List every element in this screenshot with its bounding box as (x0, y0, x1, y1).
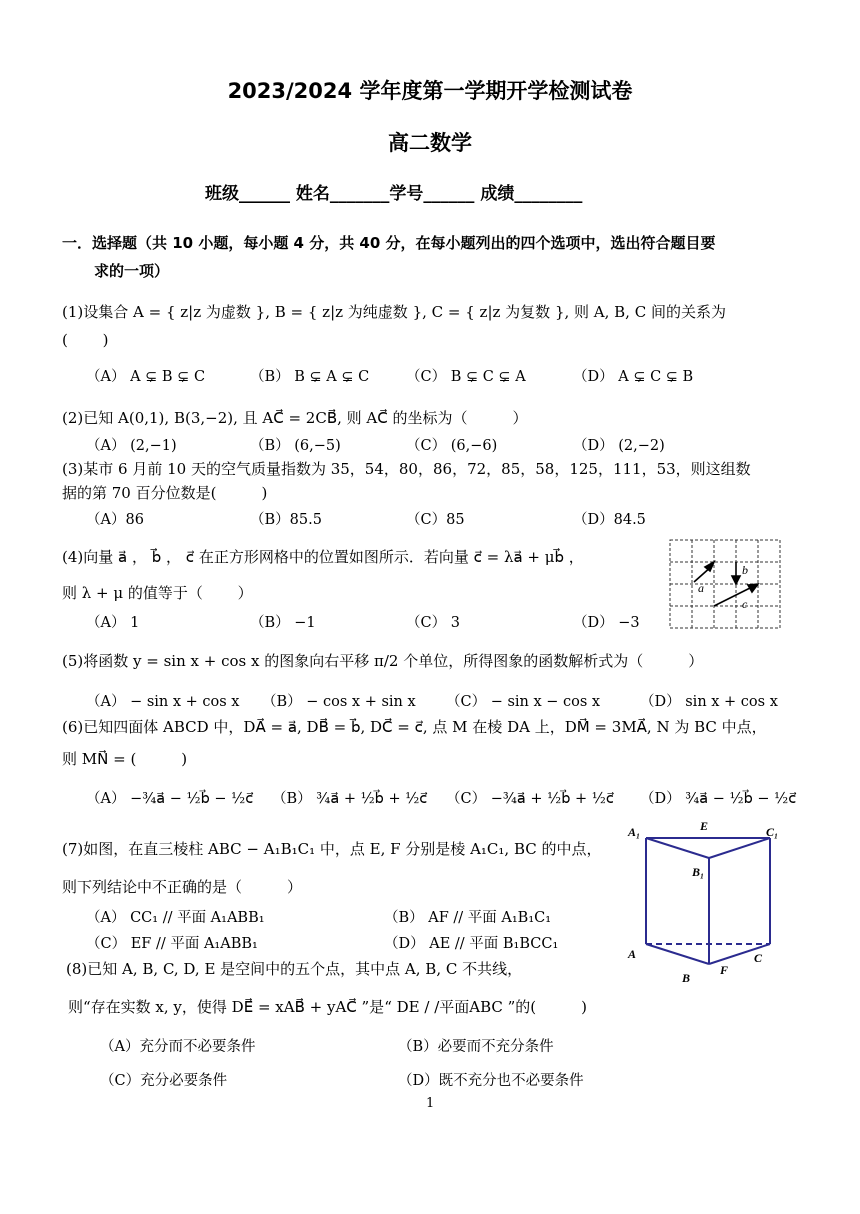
vertex-b-label: B (682, 971, 691, 985)
q3-option-d[interactable]: （D）84.5 (573, 512, 646, 528)
question-1-stem-cont: ( ) (62, 331, 109, 349)
vertex-c1-label: C₁ (766, 825, 779, 839)
q5-option-a[interactable]: （A） − sin x + cos x (86, 694, 240, 710)
q1-option-c[interactable]: （C） B ⊊ C ⊊ A (406, 369, 526, 385)
q4-option-a[interactable]: （A） 1 (86, 615, 140, 631)
q5-option-c[interactable]: （C） − sin x − cos x (446, 694, 601, 710)
question-8-stem-cont: 则“存在实数 x, y，使得 DE⃗ = xAB⃗ + yAC⃗ ”是“ DE / /平面ABC ”的( ) (68, 998, 587, 1016)
student-info-fields: 班级______ 姓名_______学号______ 成绩________ (205, 184, 583, 204)
section-heading-cont: 求的一项） (94, 262, 170, 280)
vertex-a-label: A (628, 947, 637, 961)
section-heading: 一．选择题（共 10 小题，每小题 4 分，共 40 分，在每小题列出的四个选项中，选出符合题目要 (62, 234, 716, 252)
question-4-stem: (4)向量 a⃗ ， b⃗ ， c⃗ 在正方形网格中的位置如图所示．若向量 c⃗ = λa⃗ + μb⃗ ， (62, 548, 584, 566)
q5-option-b[interactable]: （B） − cos x + sin x (262, 694, 416, 710)
vector-c-label: c (742, 597, 748, 611)
question-7-stem-cont: 则下列结论中不正确的是（ ） (62, 878, 303, 896)
question-1-stem: (1)设集合 A = { z|z 为虚数 }, B = { z|z 为纯虚数 }, C = { z|z 为复数 }, 则 A, B, C 间的关系为 (62, 303, 726, 321)
vertex-c-label: C (754, 951, 763, 965)
q7-option-b[interactable]: （B） AF // 平面 A₁B₁C₁ (384, 910, 552, 926)
question-3-stem: (3)某市 6 月前 10 天的空气质量指数为 35，54，80，86，72，85，58，125，111，53，则这组数 (62, 460, 751, 478)
vertex-b1-label: B₁ (692, 865, 705, 879)
subject-title: 高二数学 (388, 131, 472, 155)
q7-option-c[interactable]: （C） EF // 平面 A₁ABB₁ (86, 936, 258, 952)
prism-figure (624, 816, 784, 988)
q8-option-a[interactable]: （A）充分而不必要条件 (100, 1039, 256, 1055)
q2-option-a[interactable]: （A） (2,−1) (86, 438, 177, 454)
q2-option-c[interactable]: （C） (6,−6) (406, 438, 498, 454)
vertex-a1-label: A₁ (628, 825, 641, 839)
q8-option-c[interactable]: （C）充分必要条件 (100, 1073, 228, 1089)
q8-option-b[interactable]: （B）必要而不充分条件 (398, 1039, 554, 1055)
question-7-stem: (7)如图，在直三棱柱 ABC − A₁B₁C₁ 中，点 E, F 分别是棱 A₁C₁, BC 的中点， (62, 840, 602, 858)
question-6-stem-cont: 则 MN⃗ = ( ) (62, 750, 188, 768)
question-3-stem-cont: 据的第 70 百分位数是( ) (62, 484, 268, 502)
q3-option-a[interactable]: （A）86 (86, 512, 144, 528)
question-4-stem-cont: 则 λ + μ 的值等于（ ） (62, 584, 253, 602)
q8-option-d[interactable]: （D）既不充分也不必要条件 (398, 1073, 584, 1089)
q6-option-d[interactable]: （D） ¾a⃗ − ½b⃗ − ½c⃗ (640, 791, 797, 807)
q1-option-a[interactable]: （A） A ⊊ B ⊊ C (86, 369, 206, 385)
q6-option-b[interactable]: （B） ¾a⃗ + ½b⃗ + ½c⃗ (272, 791, 428, 807)
exam-title: 2023/2024 学年度第一学期开学检测试卷 (227, 79, 633, 103)
q3-option-b[interactable]: （B）85.5 (250, 512, 322, 528)
q7-option-d[interactable]: （D） AE // 平面 B₁BCC₁ (384, 936, 559, 952)
q6-option-c[interactable]: （C） −¾a⃗ + ½b⃗ + ½c⃗ (446, 791, 614, 807)
q2-option-b[interactable]: （B） (6,−5) (250, 438, 341, 454)
q7-option-a[interactable]: （A） CC₁ // 平面 A₁ABB₁ (86, 910, 265, 926)
q1-option-b[interactable]: （B） B ⊊ A ⊊ C (250, 369, 370, 385)
q2-option-d[interactable]: （D） (2,−2) (573, 438, 665, 454)
question-6-stem: (6)已知四面体 ABCD 中，DA⃗ = a⃗, DB⃗ = b⃗, DC⃗ = c⃗, 点 M 在棱 DA 上，DM⃗ = 3MA⃗, N 为 BC 中点， (62, 718, 767, 736)
point-e-label: E (700, 819, 709, 833)
vector-b-label: b (742, 563, 748, 577)
point-f-label: F (720, 963, 729, 977)
q4-option-d[interactable]: （D） −3 (573, 615, 640, 631)
page-number: 1 (426, 1096, 435, 1111)
q5-option-d[interactable]: （D） sin x + cos x (640, 694, 778, 710)
q4-option-c[interactable]: （C） 3 (406, 615, 460, 631)
q1-option-d[interactable]: （D） A ⊊ C ⊊ B (573, 369, 694, 385)
q3-option-c[interactable]: （C）85 (406, 512, 465, 528)
question-2-stem: (2)已知 A(0,1), B(3,−2), 且 AC⃗ = 2CB⃗, 则 AC⃗ 的坐标为（ ） (62, 409, 528, 427)
question-8-stem: (8)已知 A, B, C, D, E 是空间中的五个点，其中点 A, B, C 不共线， (66, 960, 523, 978)
question-5-stem: (5)将函数 y = sin x + cos x 的图象向右平移 π/2 个单位，所得图象的函数解析式为（ ） (62, 652, 704, 670)
vector-grid-figure (668, 538, 784, 632)
q6-option-a[interactable]: （A） −¾a⃗ − ½b⃗ − ½c⃗ (86, 791, 254, 807)
q4-option-b[interactable]: （B） −1 (250, 615, 316, 631)
vector-a-label: a (698, 581, 704, 595)
